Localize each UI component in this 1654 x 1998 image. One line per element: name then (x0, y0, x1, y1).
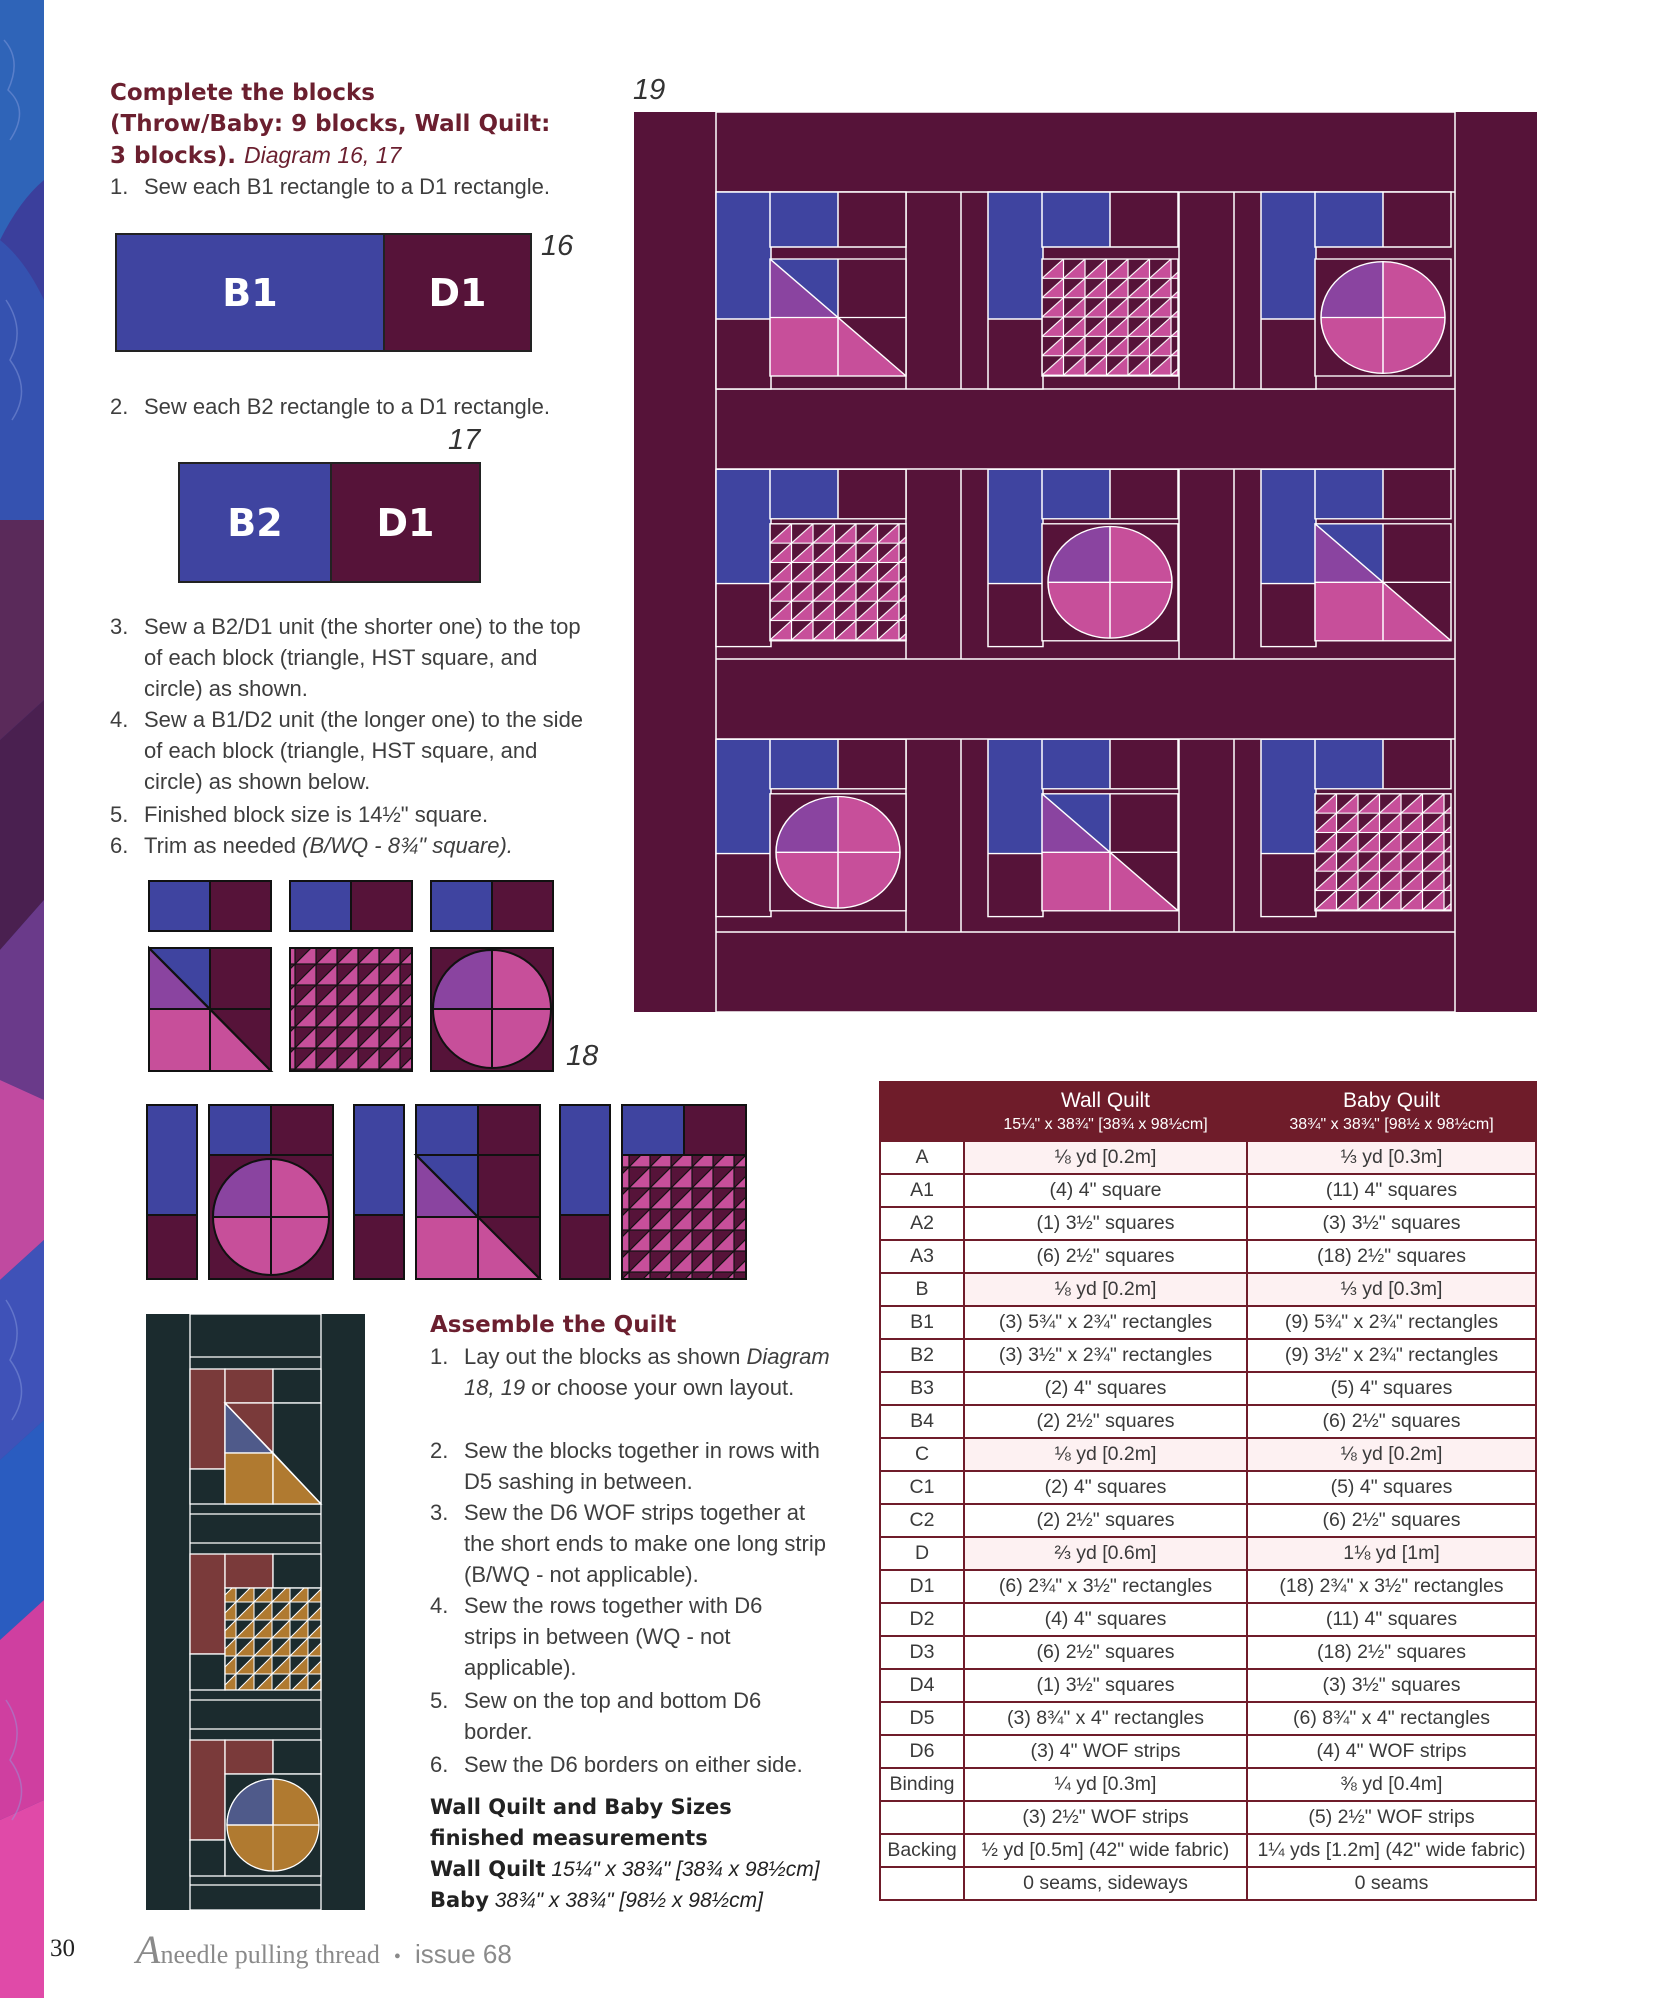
wall-cell: (3) 8¾" x 4" rectangles (964, 1702, 1247, 1735)
wall-cell: (6) 2¾" x 3½" rectangles (964, 1570, 1247, 1603)
footer-brand: Aneedle pulling thread • issue 68 (136, 1927, 512, 1972)
diagram-18-top-blocks (148, 880, 558, 1073)
row-label: B (880, 1273, 964, 1306)
table-row (880, 1273, 1536, 1306)
wall-cell: (3) 3½" x 2¾" rectangles (964, 1339, 1247, 1372)
table-row (880, 1702, 1536, 1735)
wall-cell: (3) 4" WOF strips (964, 1735, 1247, 1768)
row-label: Backing (880, 1834, 964, 1867)
wall-cell: ⅛ yd [0.2m] (964, 1273, 1247, 1306)
table-row (880, 1372, 1536, 1405)
row-label: Binding (880, 1768, 964, 1801)
baby-cell: ⅓ yd [0.3m] (1247, 1273, 1536, 1306)
baby-cell: (11) 4" squares (1247, 1174, 1536, 1207)
baby-cell: 1¼ yds [1.2m] (42" wide fabric) (1247, 1834, 1536, 1867)
assemble-heading: Assemble the Quilt (430, 1312, 677, 1338)
b1-rectangle: B1 (117, 235, 383, 350)
d1-rectangle: D1 (330, 464, 479, 581)
wall-cell: ⅛ yd [0.2m] (964, 1438, 1247, 1471)
row-label: D2 (880, 1603, 964, 1636)
baby-cell: (9) 5¾" x 2¾" rectangles (1247, 1306, 1536, 1339)
table-row (880, 1570, 1536, 1603)
baby-cell: ⅜ yd [0.4m] (1247, 1768, 1536, 1801)
table-row (880, 1174, 1536, 1207)
wall-cell: (4) 4" squares (964, 1603, 1247, 1636)
table-row (880, 1636, 1536, 1669)
wall-cell: (1) 3½" squares (964, 1669, 1247, 1702)
fabric-table-header (880, 1082, 1536, 1141)
diagram-19-quilt (634, 112, 1537, 1012)
wall-quilt-column: Wall Quilt 15¼" x 38¾" [38¾ x 98½cm] (964, 1082, 1247, 1141)
row-label: C1 (880, 1471, 964, 1504)
wall-cell: ¼ yd [0.3m] (964, 1768, 1247, 1801)
decorative-quilt-strip (0, 0, 44, 1998)
sizes-heading: Wall Quilt and Baby Sizes finished measurements (430, 1795, 732, 1850)
row-label: A (880, 1141, 964, 1174)
wall-quilt-diagram (146, 1314, 365, 1910)
diagram-18-row (146, 1104, 748, 1280)
diagram-17 (178, 462, 481, 583)
baby-cell: (5) 4" squares (1247, 1471, 1536, 1504)
diagram-18-number: 18 (566, 1040, 599, 1072)
wall-cell: (2) 4" squares (964, 1372, 1247, 1405)
baby-cell: (3) 3½" squares (1247, 1669, 1536, 1702)
baby-cell: (6) 2½" squares (1247, 1504, 1536, 1537)
baby-cell: (3) 3½" squares (1247, 1207, 1536, 1240)
baby-size: Baby 38¾" x 38¾" [98½ x 98½cm] (430, 1888, 763, 1912)
diagram-16 (115, 233, 532, 352)
d1-rectangle: D1 (383, 235, 530, 350)
table-row (880, 1669, 1536, 1702)
row-label: A1 (880, 1174, 964, 1207)
baby-cell: (9) 3½" x 2¾" rectangles (1247, 1339, 1536, 1372)
diagram-19-number: 19 (633, 74, 666, 106)
wall-cell: ½ yd [0.5m] (42" wide fabric) (964, 1834, 1247, 1867)
row-label (880, 1867, 964, 1900)
row-label: D4 (880, 1669, 964, 1702)
assemble-step-4: 4. Sew the rows together with D6 strips in between (WQ - not applicable). (430, 1593, 763, 1680)
fabric-table (879, 1081, 1537, 1901)
baby-cell: (5) 2½" WOF strips (1247, 1801, 1536, 1834)
table-row (880, 1306, 1536, 1339)
page-number: 30 (50, 1935, 75, 1962)
wall-size: Wall Quilt 15¼" x 38¾" [38¾ x 98½cm] (430, 1857, 820, 1881)
wall-cell: (3) 5¾" x 2¾" rectangles (964, 1306, 1247, 1339)
table-row (880, 1504, 1536, 1537)
row-label: D3 (880, 1636, 964, 1669)
sizes-block (430, 1792, 870, 1916)
wall-cell: (6) 2½" squares (964, 1240, 1247, 1273)
row-label: B3 (880, 1372, 964, 1405)
row-label: A3 (880, 1240, 964, 1273)
table-row (880, 1603, 1536, 1636)
row-label: A2 (880, 1207, 964, 1240)
complete-blocks-heading: Complete the blocks (Throw/Baby: 9 blocks, Wall Quilt: 3 blocks). Diagram 16, 17 (110, 80, 551, 169)
b2-rectangle: B2 (180, 464, 330, 581)
baby-cell: (18) 2½" squares (1247, 1636, 1536, 1669)
assemble-step-3: 3. Sew the D6 WOF strips together at the short ends to make one long strip (B/WQ - not applicable). (430, 1500, 826, 1587)
table-row (880, 1834, 1536, 1867)
wall-cell: (1) 3½" squares (964, 1207, 1247, 1240)
baby-cell: (6) 8¾" x 4" rectangles (1247, 1702, 1536, 1735)
baby-cell: (6) 2½" squares (1247, 1405, 1536, 1438)
row-label: B2 (880, 1339, 964, 1372)
row-label: D5 (880, 1702, 964, 1735)
baby-cell: (18) 2½" squares (1247, 1240, 1536, 1273)
row-label (880, 1801, 964, 1834)
table-row (880, 1735, 1536, 1768)
wall-cell: (2) 2½" squares (964, 1504, 1247, 1537)
table-row (880, 1471, 1536, 1504)
baby-cell: (4) 4" WOF strips (1247, 1735, 1536, 1768)
wall-cell: (2) 2½" squares (964, 1405, 1247, 1438)
wall-cell: ⅛ yd [0.2m] (964, 1141, 1247, 1174)
diagram-17-number: 17 (448, 424, 481, 456)
table-row (880, 1438, 1536, 1471)
baby-cell: (5) 4" squares (1247, 1372, 1536, 1405)
row-label: B1 (880, 1306, 964, 1339)
baby-quilt-column: Baby Quilt 38¾" x 38¾" [98½ x 98½cm] (1247, 1082, 1536, 1141)
wall-cell: ⅔ yd [0.6m] (964, 1537, 1247, 1570)
baby-cell: (11) 4" squares (1247, 1603, 1536, 1636)
table-row (880, 1339, 1536, 1372)
row-label: D1 (880, 1570, 964, 1603)
diagram-16-number: 16 (541, 230, 574, 262)
wall-cell: (6) 2½" squares (964, 1636, 1247, 1669)
wall-cell: (4) 4" square (964, 1174, 1247, 1207)
row-label: D6 (880, 1735, 964, 1768)
assemble-step-1: 1. Lay out the blocks as shown Diagram 18, 19 or choose your own layout. (430, 1344, 830, 1400)
row-label: C2 (880, 1504, 964, 1537)
step-3: 3. Sew a B2/D1 unit (the shorter one) to the top of each block (triangle, HST square, and circle) as shown. (110, 614, 581, 701)
table-row (880, 1768, 1536, 1801)
table-row (880, 1537, 1536, 1570)
baby-cell: 0 seams (1247, 1867, 1536, 1900)
table-row (880, 1240, 1536, 1273)
step-1: 1. Sew each B1 rectangle to a D1 rectangle. (110, 174, 551, 199)
baby-cell: 1⅛ yd [1m] (1247, 1537, 1536, 1570)
table-row (880, 1207, 1536, 1240)
wall-cell: (2) 4" squares (964, 1471, 1247, 1504)
table-row (880, 1801, 1536, 1834)
step-6: 6. Trim as needed (B/WQ - 8¾" square). (110, 833, 513, 858)
wall-cell: (3) 2½" WOF strips (964, 1801, 1247, 1834)
step-5: 5. Finished block size is 14½" square. (110, 802, 489, 827)
assemble-step-6: 6. Sew the D6 borders on either side. (430, 1752, 803, 1777)
table-row (880, 1141, 1536, 1174)
row-label: C (880, 1438, 964, 1471)
assemble-step-2: 2. Sew the blocks together in rows with D5 sashing in between. (430, 1438, 820, 1494)
baby-cell: (18) 2¾" x 3½" rectangles (1247, 1570, 1536, 1603)
assemble-step-5: 5. Sew on the top and bottom D6 border. (430, 1688, 762, 1744)
table-row (880, 1867, 1536, 1900)
row-label: B4 (880, 1405, 964, 1438)
baby-cell: ⅛ yd [0.2m] (1247, 1438, 1536, 1471)
wall-cell: 0 seams, sideways (964, 1867, 1247, 1900)
table-row (880, 1405, 1536, 1438)
baby-cell: ⅓ yd [0.3m] (1247, 1141, 1536, 1174)
step-4: 4. Sew a B1/D2 unit (the longer one) to the side of each block (triangle, HST square, and circle) as shown below. (110, 707, 584, 794)
step-2: 2. Sew each B2 rectangle to a D1 rectangle. (110, 394, 551, 419)
row-label: D (880, 1537, 964, 1570)
